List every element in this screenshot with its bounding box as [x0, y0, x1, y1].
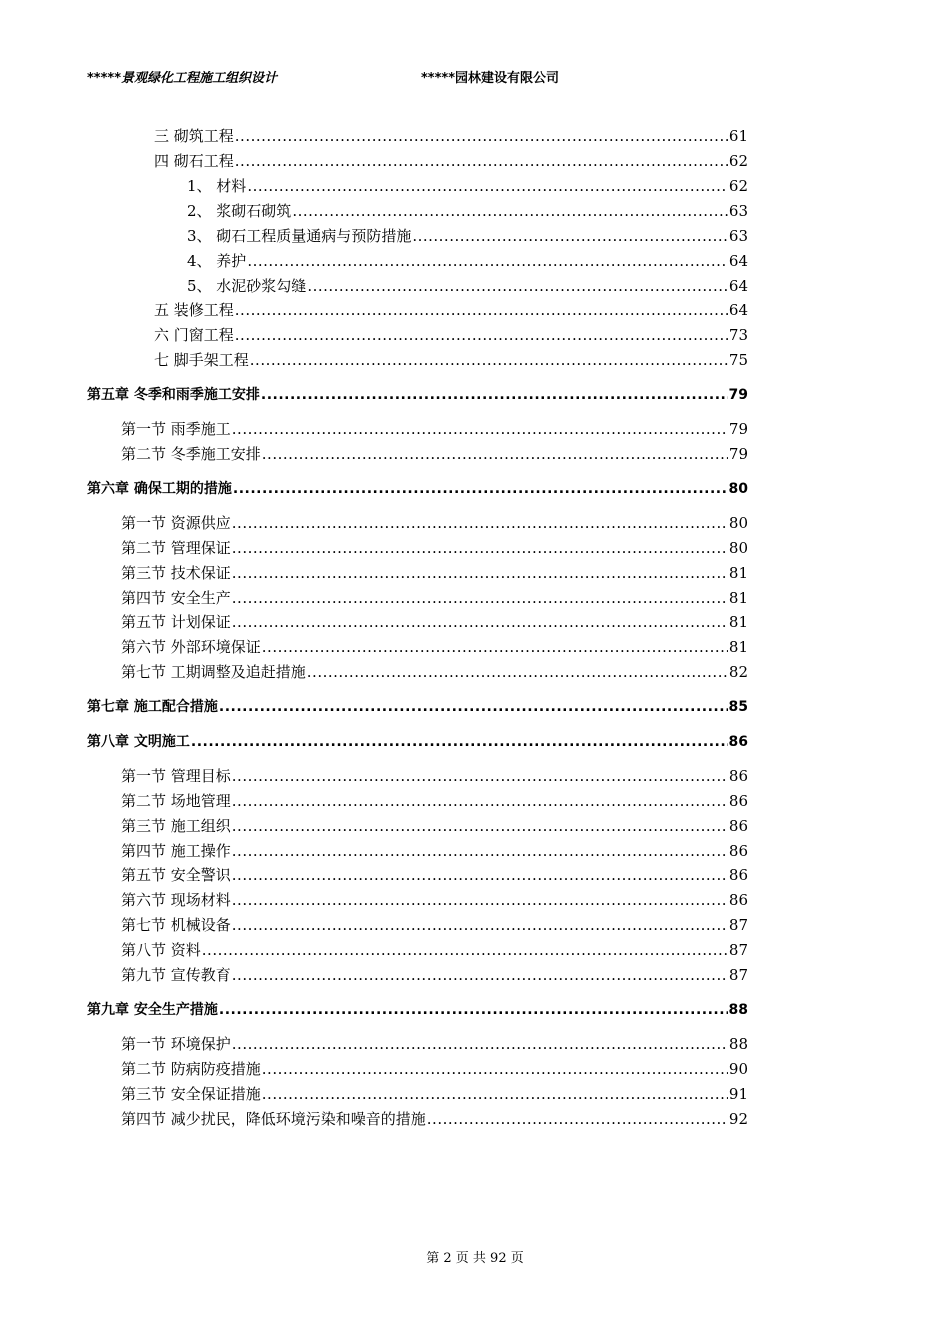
toc-entry-page-number: 80: [728, 481, 748, 497]
toc-dot-leader: [232, 513, 728, 533]
toc-chapter-entry[interactable]: [87, 697, 748, 717]
toc-entry-page-number: 86: [728, 842, 748, 860]
toc-entry-page-number: 79: [728, 387, 748, 403]
toc-entry-title: 2、 浆砌石砌筑: [187, 202, 292, 220]
toc-entry[interactable]: [121, 444, 748, 464]
toc-entry-title: 第二节 防病防疫措施: [121, 1060, 261, 1078]
toc-entry[interactable]: [121, 513, 748, 533]
toc-entry[interactable]: [121, 588, 748, 608]
toc-dot-leader: [307, 276, 728, 296]
toc-entry-page-number: 73: [728, 326, 748, 344]
toc-entry-page-number: 86: [728, 866, 748, 884]
toc-entry[interactable]: [187, 201, 748, 221]
toc-entry-title: 六 门窗工程: [154, 326, 234, 344]
toc-entry[interactable]: [121, 865, 748, 885]
toc-entry-title: 第七节 工期调整及追赶措施: [121, 663, 306, 681]
toc-entry[interactable]: [121, 612, 748, 632]
toc-dot-leader: [232, 766, 728, 786]
toc-chapter-entry[interactable]: [87, 1000, 748, 1020]
toc-entry-title: 第九章 安全生产措施: [87, 1002, 218, 1018]
toc-entry[interactable]: [187, 226, 748, 246]
toc-entry-title: 第五章 冬季和雨季施工安排: [87, 387, 260, 403]
toc-entry[interactable]: [187, 276, 748, 296]
toc-entry-page-number: 64: [728, 277, 748, 295]
toc-dot-leader: [262, 1084, 728, 1104]
toc-entry[interactable]: [121, 890, 748, 910]
toc-entry[interactable]: [121, 1109, 748, 1129]
toc-entry-page-number: 90: [728, 1060, 748, 1078]
toc-entry-title: 第九节 宣传教育: [121, 966, 231, 984]
toc-dot-leader: [235, 151, 728, 171]
toc-entry[interactable]: [121, 1034, 748, 1054]
toc-entry-page-number: 75: [728, 351, 748, 369]
toc-entry-title: 第一节 资源供应: [121, 514, 231, 532]
toc-entry-title: 第二节 管理保证: [121, 539, 231, 557]
toc-entry-page-number: 87: [728, 966, 748, 984]
toc-entry-page-number: 80: [728, 514, 748, 532]
toc-entry[interactable]: [154, 350, 748, 370]
toc-entry-page-number: 80: [728, 539, 748, 557]
toc-entry[interactable]: [121, 1059, 748, 1079]
toc-entry-page-number: 92: [728, 1110, 748, 1128]
toc-entry-title: 3、 砌石工程质量通病与预防措施: [187, 227, 412, 245]
toc-entry-page-number: 86: [728, 792, 748, 810]
toc-entry[interactable]: [154, 151, 748, 171]
toc-dot-leader: [232, 612, 728, 632]
toc-entry[interactable]: [121, 841, 748, 861]
toc-entry[interactable]: [121, 563, 748, 583]
toc-dot-leader: [232, 816, 728, 836]
toc-entry-title: 第四节 安全生产: [121, 589, 231, 607]
toc-entry-page-number: 86: [728, 767, 748, 785]
toc-entry-title: 第二节 冬季施工安排: [121, 445, 261, 463]
toc-dot-leader: [233, 479, 728, 499]
toc-dot-leader: [292, 201, 728, 221]
toc-entry[interactable]: [121, 662, 748, 682]
toc-entry-title: 第八节 资料: [121, 941, 201, 959]
toc-dot-leader: [232, 538, 728, 558]
toc-entry-title: 七 脚手架工程: [154, 351, 249, 369]
toc-entry-page-number: 88: [728, 1035, 748, 1053]
toc-entry-title: 第一节 管理目标: [121, 767, 231, 785]
toc-entry[interactable]: [121, 1084, 748, 1104]
toc-dot-leader: [261, 385, 728, 405]
toc-entry-page-number: 62: [728, 152, 748, 170]
toc-dot-leader: [232, 791, 728, 811]
toc-dot-leader: [232, 563, 728, 583]
toc-entry-page-number: 63: [728, 227, 748, 245]
toc-entry-page-number: 64: [728, 252, 748, 270]
toc-entry-title: 第三节 技术保证: [121, 564, 231, 582]
toc-dot-leader: [235, 300, 728, 320]
toc-entry-page-number: 86: [728, 817, 748, 835]
toc-dot-leader: [232, 915, 728, 935]
toc-chapter-entry[interactable]: [87, 385, 748, 405]
toc-dot-leader: [232, 841, 728, 861]
toc-entry-page-number: 87: [728, 941, 748, 959]
toc-dot-leader: [262, 637, 728, 657]
toc-entry-page-number: 85: [728, 699, 748, 715]
toc-entry[interactable]: [187, 176, 748, 196]
toc-entry-title: 第六章 确保工期的措施: [87, 481, 232, 497]
toc-entry-title: 第六节 现场材料: [121, 891, 231, 909]
toc-entry[interactable]: [187, 251, 748, 271]
toc-dot-leader: [250, 350, 728, 370]
toc-entry-page-number: 61: [728, 127, 748, 145]
toc-entry-title: 第五节 安全警识: [121, 866, 231, 884]
toc-entry-page-number: 87: [728, 916, 748, 934]
toc-entry-page-number: 81: [728, 589, 748, 607]
toc-entry-title: 第五节 计划保证: [121, 613, 231, 631]
toc-dot-leader: [262, 1059, 728, 1079]
toc-dot-leader: [427, 1109, 728, 1129]
toc-dot-leader: [232, 588, 728, 608]
toc-entry-page-number: 86: [728, 734, 748, 750]
toc-entry-page-number: 63: [728, 202, 748, 220]
toc-entry[interactable]: [121, 419, 748, 439]
toc-dot-leader: [247, 176, 728, 196]
toc-dot-leader: [247, 251, 728, 271]
toc-entry[interactable]: [121, 940, 748, 960]
toc-entry-title: 四 砌石工程: [154, 152, 234, 170]
toc-dot-leader: [232, 865, 728, 885]
toc-entry-page-number: 91: [728, 1085, 748, 1103]
header-doc-title: *****景观绿化工程施工组织设计: [87, 71, 277, 86]
toc-dot-leader: [232, 965, 728, 985]
toc-entry-page-number: 82: [728, 663, 748, 681]
toc-entry[interactable]: [154, 300, 748, 320]
toc-dot-leader: [219, 697, 728, 717]
header-company: *****园林建设有限公司: [421, 71, 559, 86]
toc-entry-title: 五 装修工程: [154, 301, 234, 319]
toc-entry-title: 第七节 机械设备: [121, 916, 231, 934]
toc-chapter-entry[interactable]: [87, 479, 748, 499]
toc-entry-page-number: 79: [728, 420, 748, 438]
toc-entry-title: 第一节 环境保护: [121, 1035, 231, 1053]
toc-entry[interactable]: [154, 126, 748, 146]
toc-entry-title: 第四节 减少扰民，降低环境污染和噪音的措施: [121, 1110, 426, 1128]
toc-entry-title: 第七章 施工配合措施: [87, 699, 218, 715]
toc-entry[interactable]: [121, 538, 748, 558]
toc-entry-title: 三 砌筑工程: [154, 127, 234, 145]
toc-entry-title: 第六节 外部环境保证: [121, 638, 261, 656]
toc-dot-leader: [219, 1000, 728, 1020]
toc-dot-leader: [191, 732, 728, 752]
toc-entry-page-number: 64: [728, 301, 748, 319]
toc-entry-page-number: 81: [728, 638, 748, 656]
toc-chapter-entry[interactable]: [87, 732, 748, 752]
toc-entry[interactable]: [121, 791, 748, 811]
toc-entry-title: 第二节 场地管理: [121, 792, 231, 810]
toc-entry[interactable]: [121, 915, 748, 935]
toc-dot-leader: [412, 226, 728, 246]
toc-entry-page-number: 81: [728, 564, 748, 582]
toc-entry[interactable]: [121, 766, 748, 786]
toc-entry-title: 4、 养护: [187, 252, 247, 270]
toc-entry-title: 第四节 施工操作: [121, 842, 231, 860]
toc-entry-title: 5、 水泥砂浆勾缝: [187, 277, 307, 295]
toc-entry-title: 1、 材料: [187, 177, 247, 195]
toc-entry[interactable]: [121, 637, 748, 657]
toc-dot-leader: [262, 444, 728, 464]
toc-entry-title: 第八章 文明施工: [87, 734, 190, 750]
toc-entry[interactable]: [154, 325, 748, 345]
toc-dot-leader: [232, 890, 728, 910]
toc-entry[interactable]: [121, 816, 748, 836]
toc-entry-title: 第三节 施工组织: [121, 817, 231, 835]
toc-entry[interactable]: [121, 965, 748, 985]
toc-dot-leader: [235, 126, 728, 146]
toc-entry-page-number: 86: [728, 891, 748, 909]
toc-dot-leader: [232, 1034, 728, 1054]
page-footer: 第 2 页 共 92 页: [426, 1251, 524, 1266]
toc-dot-leader: [232, 419, 728, 439]
toc-dot-leader: [235, 325, 728, 345]
toc-dot-leader: [307, 662, 728, 682]
toc-dot-leader: [202, 940, 728, 960]
toc-entry-page-number: 88: [728, 1002, 748, 1018]
toc-entry-page-number: 81: [728, 613, 748, 631]
toc-entry-title: 第一节 雨季施工: [121, 420, 231, 438]
toc-entry-page-number: 79: [728, 445, 748, 463]
toc-entry-page-number: 62: [728, 177, 748, 195]
toc-entry-title: 第三节 安全保证措施: [121, 1085, 261, 1103]
